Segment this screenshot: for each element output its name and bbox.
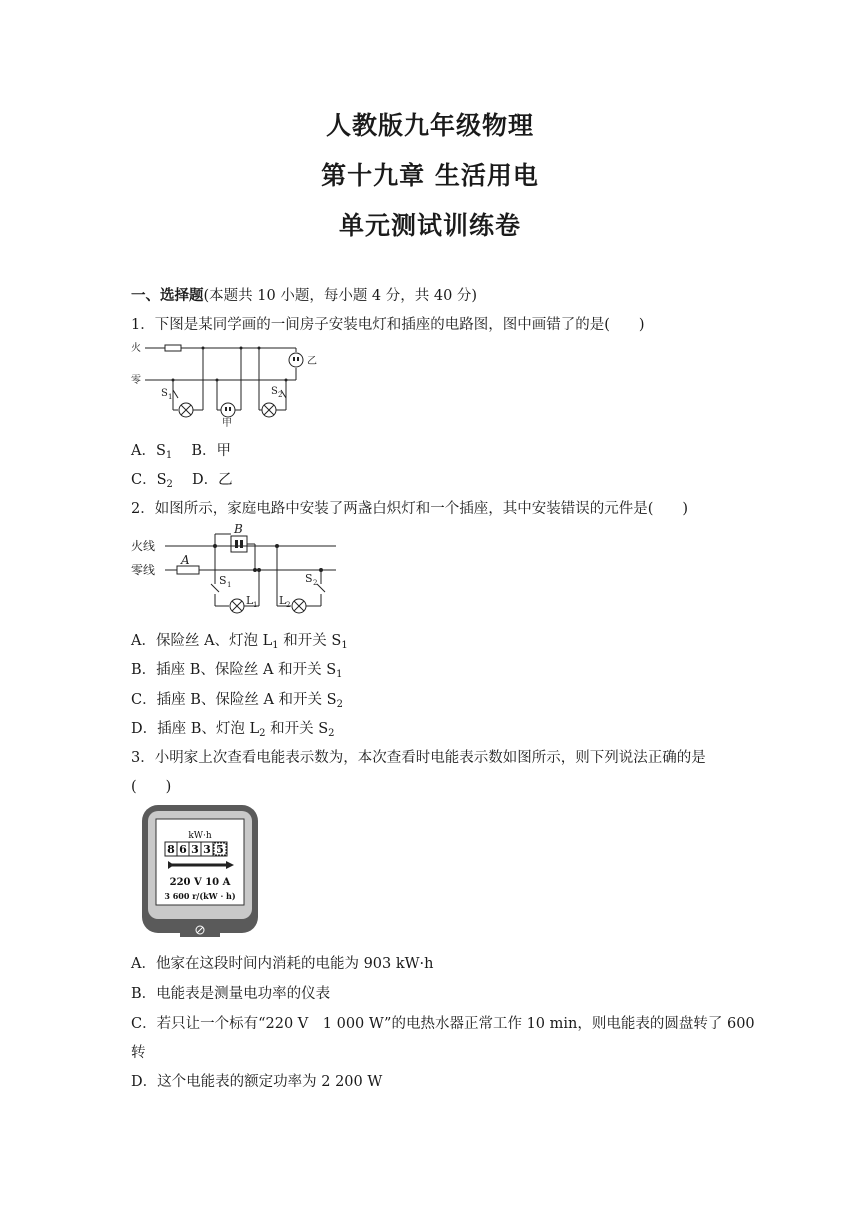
q2-s2-sub: 2 <box>313 579 318 587</box>
meter-unit: kW·h <box>188 831 212 841</box>
q2-option-d-sub2: 2 <box>328 728 335 739</box>
q1-s2-sub: 2 <box>278 391 283 399</box>
q3-option-a: A．他家在这段时间内消耗的电能为 903 kW·h <box>131 956 434 972</box>
q3-electricity-meter <box>140 803 262 937</box>
q1-s2-label: S <box>271 386 278 397</box>
q1-stem: 1．下图是某同学画的一间房子安装电灯和插座的电路图，图中画错了的是( ) <box>131 317 645 333</box>
q2-stem: 2．如图所示，家庭电路中安装了两盏白炽灯和一个插座，其中安装错误的元件是( ) <box>131 501 689 517</box>
q2-l2-label: L <box>279 594 287 607</box>
q1-neutral-label: 零 <box>131 375 141 386</box>
q3-option-b: B．电能表是测量电功率的仪表 <box>131 986 331 1002</box>
unit-title: 单元测试训练卷 <box>338 211 521 240</box>
q2-option-d-text: D．插座 B、灯泡 L <box>131 721 260 737</box>
chapter-title: 第十九章 生活用电 <box>321 161 539 190</box>
q2-option-c-text: C．插座 B、保险丝 A 和开关 S <box>131 692 337 708</box>
q2-s2-label: S <box>305 572 313 585</box>
q1-option-c-sub: 2 <box>166 479 173 490</box>
q2-s1-sub: 1 <box>227 581 232 589</box>
q2-option-a-sub2: 1 <box>341 640 348 651</box>
q1-circuit-diagram <box>131 338 331 428</box>
q2-option-b <box>131 658 343 680</box>
q1-option-b: B．甲 <box>172 443 232 459</box>
q1-option-a-sub: 1 <box>165 450 173 461</box>
q2-socket-label: B <box>234 522 243 536</box>
q2-option-c-sub: 2 <box>336 699 343 710</box>
q2-option-a-sub1: 1 <box>272 640 279 651</box>
q1-yi-label: 乙 <box>307 356 317 367</box>
q1-live-label: 火 <box>131 343 141 354</box>
q1-option-c: C．S <box>131 472 167 488</box>
meter-digit-4: 3 <box>203 843 211 856</box>
meter-constant: 3 600 r/(kW · h) <box>164 891 236 901</box>
q1-options-row1 <box>131 439 231 461</box>
q2-option-d-sub1: 2 <box>259 728 266 739</box>
q1-jia-label: 甲 <box>222 418 232 428</box>
q2-neutral-label: 零线 <box>131 563 156 577</box>
q2-option-b-sub: 1 <box>336 669 343 680</box>
section-heading-label: 一、选择题 <box>131 287 204 304</box>
q2-l1-label: L <box>246 594 254 607</box>
q3-stem-line1: 3．小明家上次查看电能表示数为，本次查看时电能表示数如图所示，则下列说法正确的是 <box>131 750 706 766</box>
q2-option-a-text2: 和开关 S <box>278 633 342 649</box>
q2-l2-sub: 2 <box>286 601 291 609</box>
q2-option-b-text: B．插座 B、保险丝 A 和开关 S <box>131 662 337 678</box>
q2-l1-sub: 1 <box>253 601 258 609</box>
q2-s1-label: S <box>219 574 227 587</box>
q1-options-row2 <box>131 468 233 490</box>
q3-option-d: D．这个电能表的额定功率为 2 200 W <box>131 1074 383 1090</box>
q1-option-d: D．乙 <box>172 472 233 488</box>
section-heading <box>131 284 477 305</box>
doc-title: 人教版九年级物理 <box>325 111 534 140</box>
q1-option-a: A．S <box>131 443 166 459</box>
meter-rating: 220 V 10 A <box>169 877 231 888</box>
q2-circuit-diagram <box>131 522 341 617</box>
q3-option-c-line1: C．若只让一个标有“220 V 1 000 W”的电热水器正常工作 10 min，则电能表的圆盘转了 600 <box>131 1016 755 1032</box>
q1-s1-label: S <box>161 388 168 399</box>
q1-s1-sub: 1 <box>168 393 173 401</box>
meter-digit-2: 6 <box>179 843 187 856</box>
q2-option-c <box>131 688 343 710</box>
q2-option-a <box>131 629 348 651</box>
q2-option-d <box>131 717 335 739</box>
q2-option-a-text: A．保险丝 A、灯泡 L <box>131 633 273 649</box>
q3-stem-line2: ( ) <box>131 779 172 795</box>
q2-live-label: 火线 <box>131 539 156 553</box>
q2-fuse-label: A <box>181 553 190 567</box>
meter-digit-1: 8 <box>167 843 175 856</box>
q3-option-c-line2: 转 <box>131 1045 146 1061</box>
q2-option-d-text2: 和开关 S <box>265 721 329 737</box>
section-note: (本题共 10 小题，每小题 4 分，共 40 分) <box>203 288 478 304</box>
meter-digit-3: 3 <box>191 843 199 856</box>
meter-digit-decimal: 5 <box>216 843 224 856</box>
